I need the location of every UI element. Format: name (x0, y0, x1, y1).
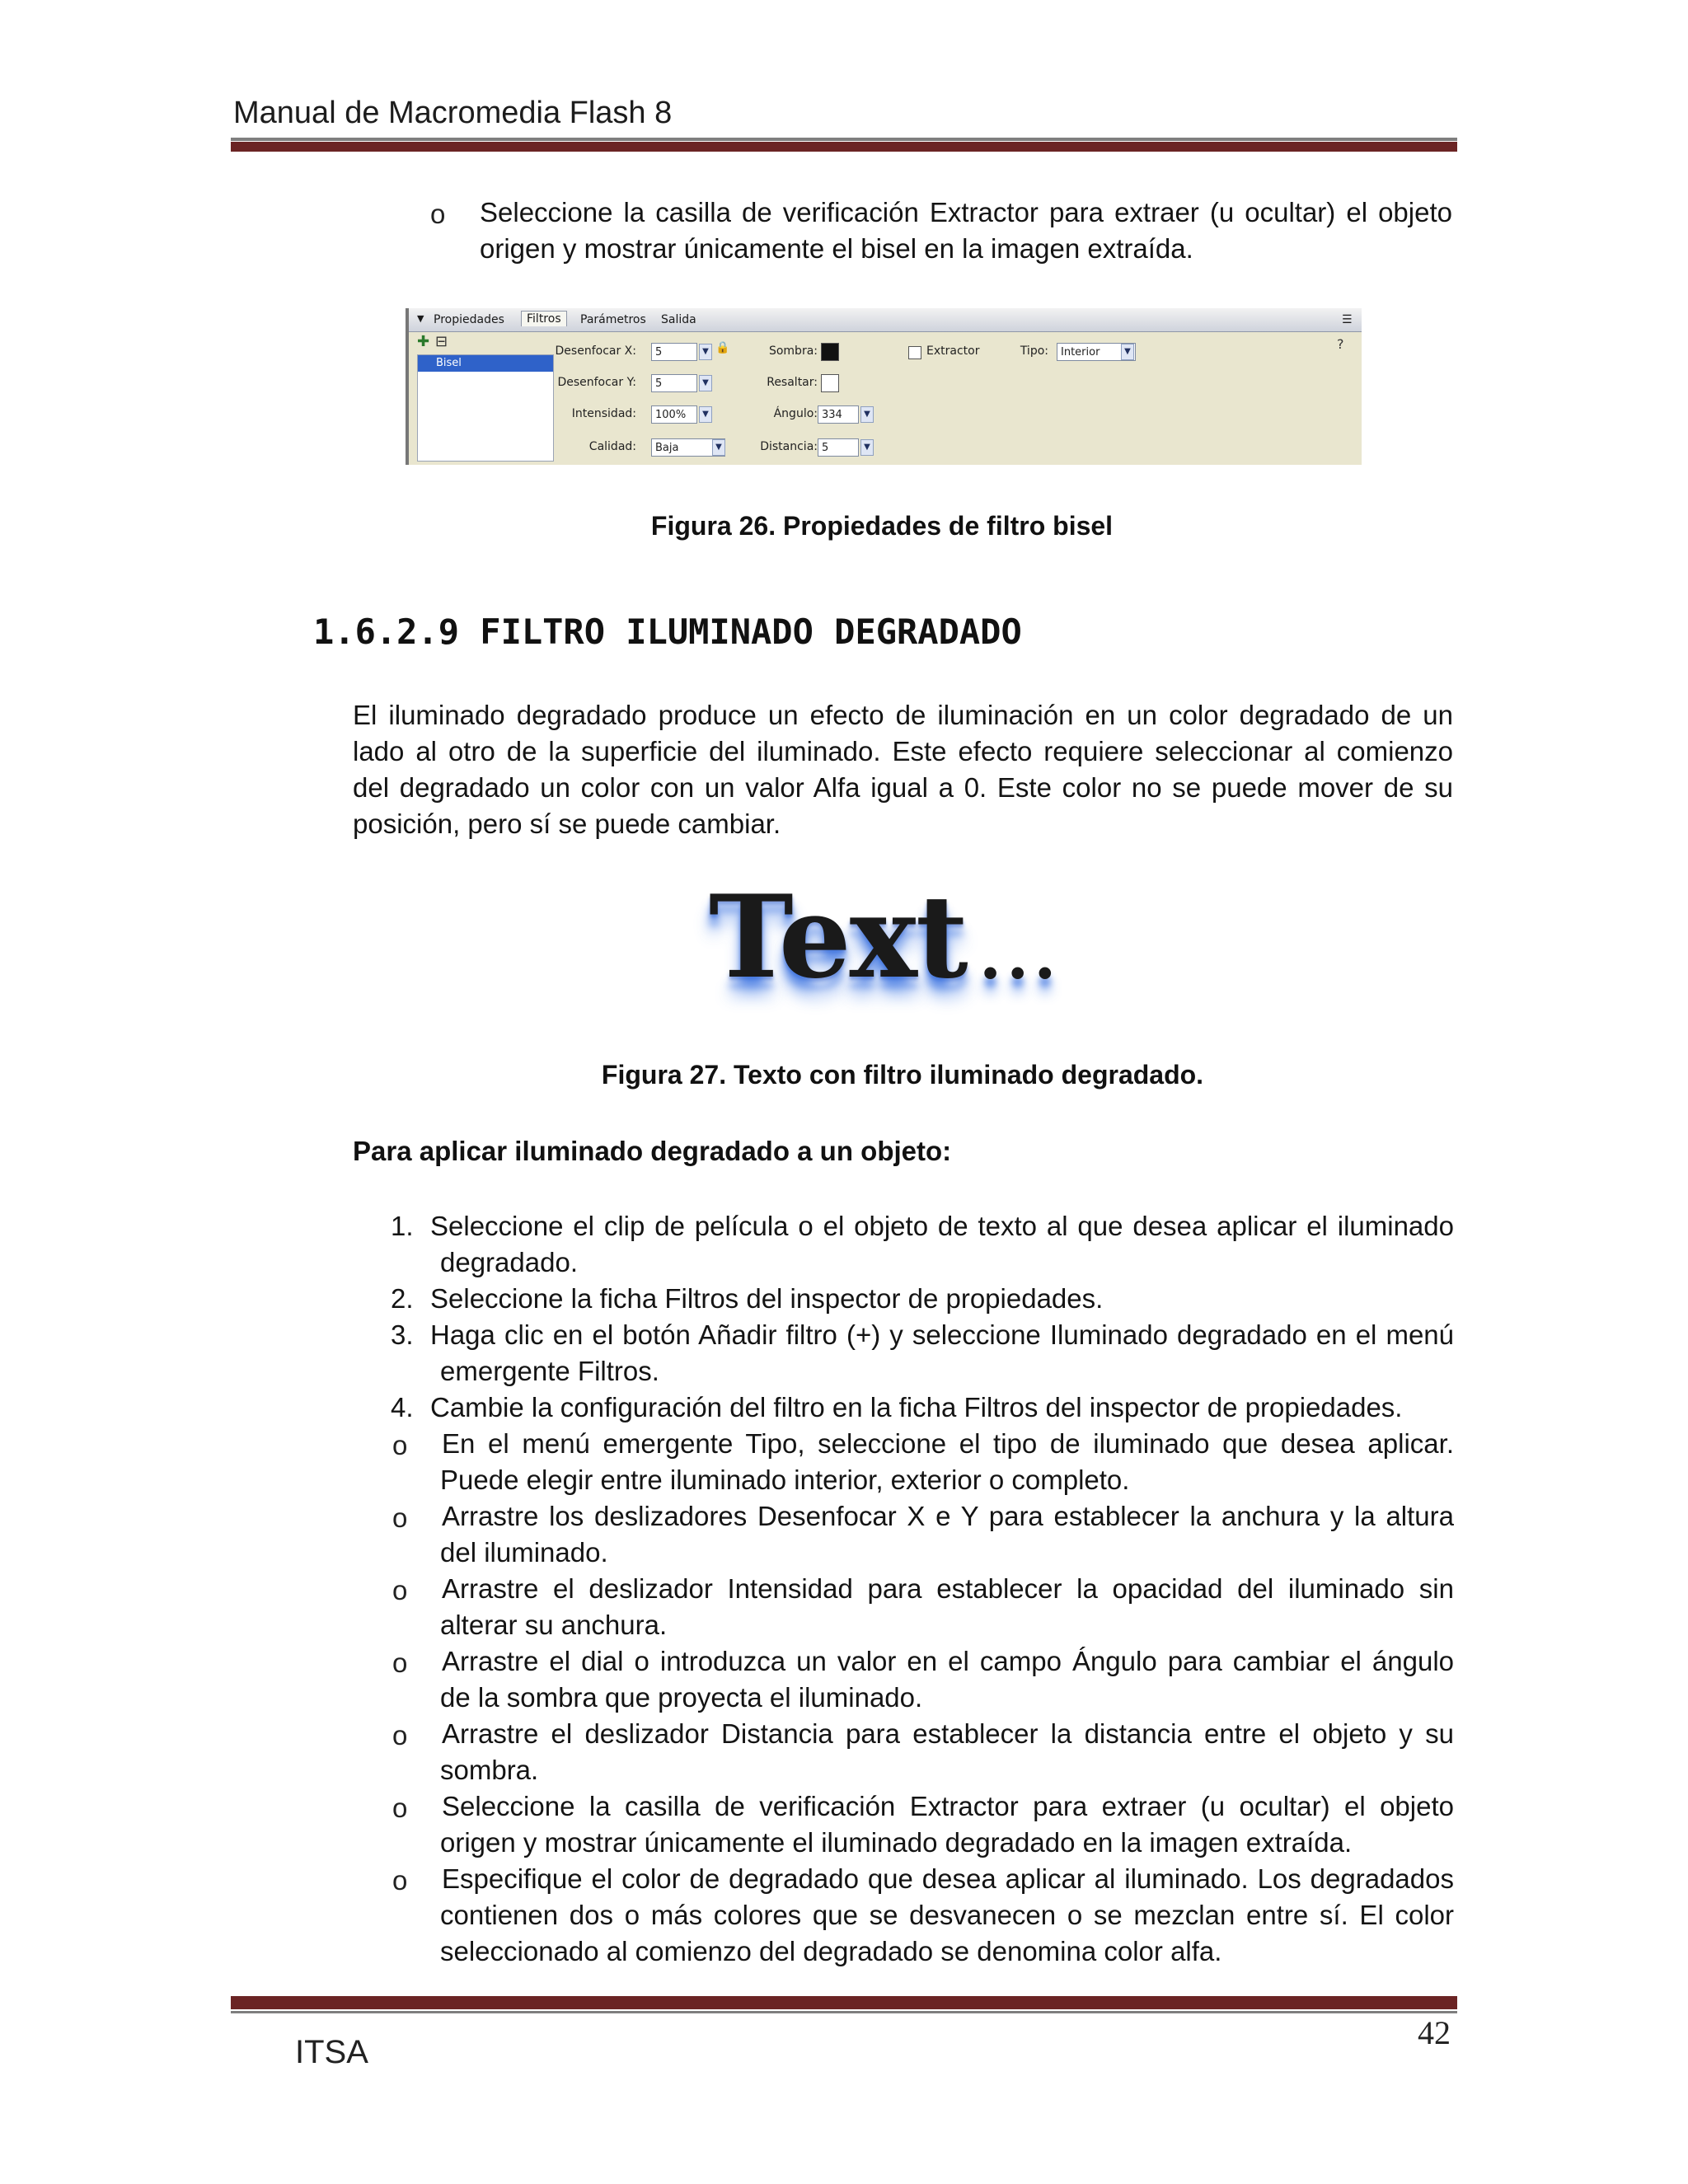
sub-bullet-3-line1: Arrastre el deslizador Intensidad para establecer la opacidad del iluminado sin (442, 1573, 1454, 1604)
sub-bullet-5-line1: Arrastre el deslizador Distancia para establecer la distancia entre el objeto y su (442, 1718, 1454, 1749)
tab-propiedades[interactable]: Propiedades (434, 313, 504, 326)
collapse-arrow-icon[interactable]: ▼ (417, 313, 424, 324)
header-rule-thick (231, 142, 1457, 152)
step-3-number: 3. (391, 1319, 414, 1350)
sub-bullet-1-line1: En el menú emergente Tipo, seleccione el tipo de iluminado que desea aplicar. (442, 1428, 1454, 1459)
angulo-field[interactable]: 334 (818, 405, 859, 424)
step-2-number: 2. (391, 1283, 414, 1314)
sub-bullet-6-marker: o (392, 1793, 408, 1823)
extractor-checkbox[interactable] (908, 346, 921, 359)
help-icon[interactable]: ? (1337, 336, 1344, 352)
figure27-caption: Figura 27. Texto con filtro iluminado degradado. (601, 1060, 1204, 1090)
tipo-dropdown-icon[interactable]: ▼ (1121, 344, 1134, 360)
link-lock-icon[interactable]: 🔒 (715, 341, 730, 354)
desenfocar-x-dropdown-icon[interactable]: ▼ (699, 344, 712, 360)
sub-bullet-4-line2: de la sombra que proyecta el iluminado. (440, 1682, 923, 1713)
page-number: 42 (1418, 2014, 1451, 2051)
footer-institution: ITSA (295, 2034, 368, 2070)
filter-properties-panel (406, 308, 1362, 465)
step-4-number: 4. (391, 1392, 414, 1422)
calidad-select[interactable]: Baja (651, 438, 725, 457)
step-3-line2: emergente Filtros. (440, 1356, 659, 1386)
distancia-dropdown-icon[interactable]: ▼ (860, 439, 874, 456)
intro-bullet-line1: Seleccione la casilla de verificación Extractor para extraer (u ocultar) el objeto (480, 197, 1452, 227)
sub-bullet-7-line2: contienen dos o más colores que se desvanecen o se mezclan entre sí. El color (440, 1900, 1454, 1930)
sub-bullet-4-line1: Arrastre el dial o introduzca un valor en el campo Ángulo para cambiar el ángulo (442, 1646, 1454, 1676)
tipo-label: Tipo: (1020, 344, 1048, 358)
angulo-label: Ángulo: (773, 407, 818, 420)
section-heading: 1.6.2.9 FILTRO ILUMINADO DEGRADADO (313, 612, 1022, 652)
desenfocar-y-field[interactable]: 5 (651, 374, 697, 392)
sub-bullet-6-line1: Seleccione la casilla de verificación Extractor para extraer (u ocultar) el objeto (442, 1791, 1454, 1821)
desenfocar-x-label: Desenfocar X: (555, 344, 636, 358)
section-paragraph-line4: posición, pero sí se puede cambiar. (353, 808, 781, 839)
add-filter-icon[interactable]: ✚ (417, 333, 430, 350)
desenfocar-y-dropdown-icon[interactable]: ▼ (699, 375, 712, 391)
sub-bullet-2-line2: del iluminado. (440, 1537, 608, 1568)
extractor-label: Extractor (926, 344, 980, 358)
tipo-select[interactable]: Interior (1057, 343, 1136, 361)
sub-bullet-2-marker: o (392, 1502, 408, 1533)
calidad-dropdown-icon[interactable]: ▼ (712, 439, 725, 456)
resaltar-label: Resaltar: (767, 376, 818, 389)
desenfocar-y-label: Desenfocar Y: (557, 376, 636, 389)
step-1-line1: Seleccione el clip de película o el objeto de texto al que desea aplicar el iluminado (430, 1211, 1454, 1241)
intro-bullet-marker: o (430, 199, 446, 229)
sub-bullet-7-marker: o (392, 1865, 408, 1896)
step-4-line1: Cambie la configuración del filtro en la ficha Filtros del inspector de propiedades. (430, 1392, 1403, 1422)
intensidad-dropdown-icon[interactable]: ▼ (699, 406, 712, 423)
tab-parametros[interactable]: Parámetros (580, 313, 646, 326)
sub-bullet-5-line2: sombra. (440, 1755, 539, 1785)
gradient-glow-sample-text: Text (709, 869, 967, 1004)
header-rule-thin (231, 138, 1457, 141)
tab-salida[interactable]: Salida (661, 313, 696, 326)
sombra-label: Sombra: (768, 344, 818, 358)
step-2-line1: Seleccione la ficha Filtros del inspector de propiedades. (430, 1283, 1104, 1314)
sub-bullet-7-line3: seleccionado al comienzo del degradado se denomina color alfa. (440, 1936, 1222, 1966)
steps-heading: Para aplicar iluminado degradado a un objeto: (353, 1136, 952, 1166)
intro-bullet-line2: origen y mostrar únicamente el bisel en la imagen extraída. (480, 233, 1193, 264)
panel-menu-icon[interactable]: ☰ (1342, 313, 1353, 326)
desenfocar-x-field[interactable]: 5 (651, 343, 697, 361)
resaltar-color-swatch[interactable] (821, 374, 839, 392)
section-paragraph-line2: lado al otro de la superficie del iluminado. Este efecto requiere seleccionar al comienzo (353, 736, 1453, 766)
distancia-field[interactable]: 5 (818, 438, 859, 457)
section-paragraph-line1: El iluminado degradado produce un efecto de iluminación en un color degradado de un (353, 700, 1453, 730)
sub-bullet-1-line2: Puede elegir entre iluminado interior, exterior o completo. (440, 1465, 1130, 1495)
intensidad-field[interactable]: 100% (651, 405, 697, 424)
gradient-glow-sample-dots: ... (979, 919, 1062, 994)
sub-bullet-5-marker: o (392, 1720, 408, 1750)
sub-bullet-2-line1: Arrastre los deslizadores Desenfocar X e Y para establecer la anchura y la altura (442, 1501, 1454, 1531)
document-header-title: Manual de Macromedia Flash 8 (233, 96, 673, 130)
sub-bullet-3-line2: alterar su anchura. (440, 1610, 668, 1640)
filter-list-item-bisel[interactable]: Bisel (418, 355, 553, 372)
figure26-caption: Figura 26. Propiedades de filtro bisel (650, 511, 1114, 541)
tab-filtros[interactable]: Filtros (521, 311, 567, 326)
intensidad-label: Intensidad: (571, 407, 636, 420)
sub-bullet-3-marker: o (392, 1575, 408, 1605)
sub-bullet-7-line1: Especifique el color de degradado que desea aplicar al iluminado. Los degradados (442, 1863, 1454, 1894)
panel-tab-bar (406, 308, 1362, 332)
distancia-label: Distancia: (760, 440, 818, 453)
footer-rule-thin (231, 2011, 1457, 2013)
panel-left-edge (406, 308, 409, 465)
step-3-line1: Haga clic en el botón Añadir filtro (+) y seleccione Iluminado degradado en el menú (430, 1319, 1454, 1350)
calidad-label: Calidad: (588, 440, 636, 453)
step-1-number: 1. (391, 1211, 414, 1241)
sub-bullet-6-line2: origen y mostrar únicamente el iluminado degradado en la imagen extraída. (440, 1827, 1353, 1858)
step-1-line2: degradado. (440, 1247, 578, 1277)
angulo-dropdown-icon[interactable]: ▼ (860, 406, 874, 423)
sombra-color-swatch[interactable] (821, 343, 839, 361)
section-paragraph-line3: del degradado un color con un valor Alfa igual a 0. Este color no se puede mover de su (353, 772, 1453, 803)
sub-bullet-4-marker: o (392, 1647, 408, 1678)
footer-rule-thick (231, 1996, 1457, 2009)
sub-bullet-1-marker: o (392, 1430, 408, 1460)
remove-filter-icon[interactable]: ⊟ (435, 333, 448, 350)
